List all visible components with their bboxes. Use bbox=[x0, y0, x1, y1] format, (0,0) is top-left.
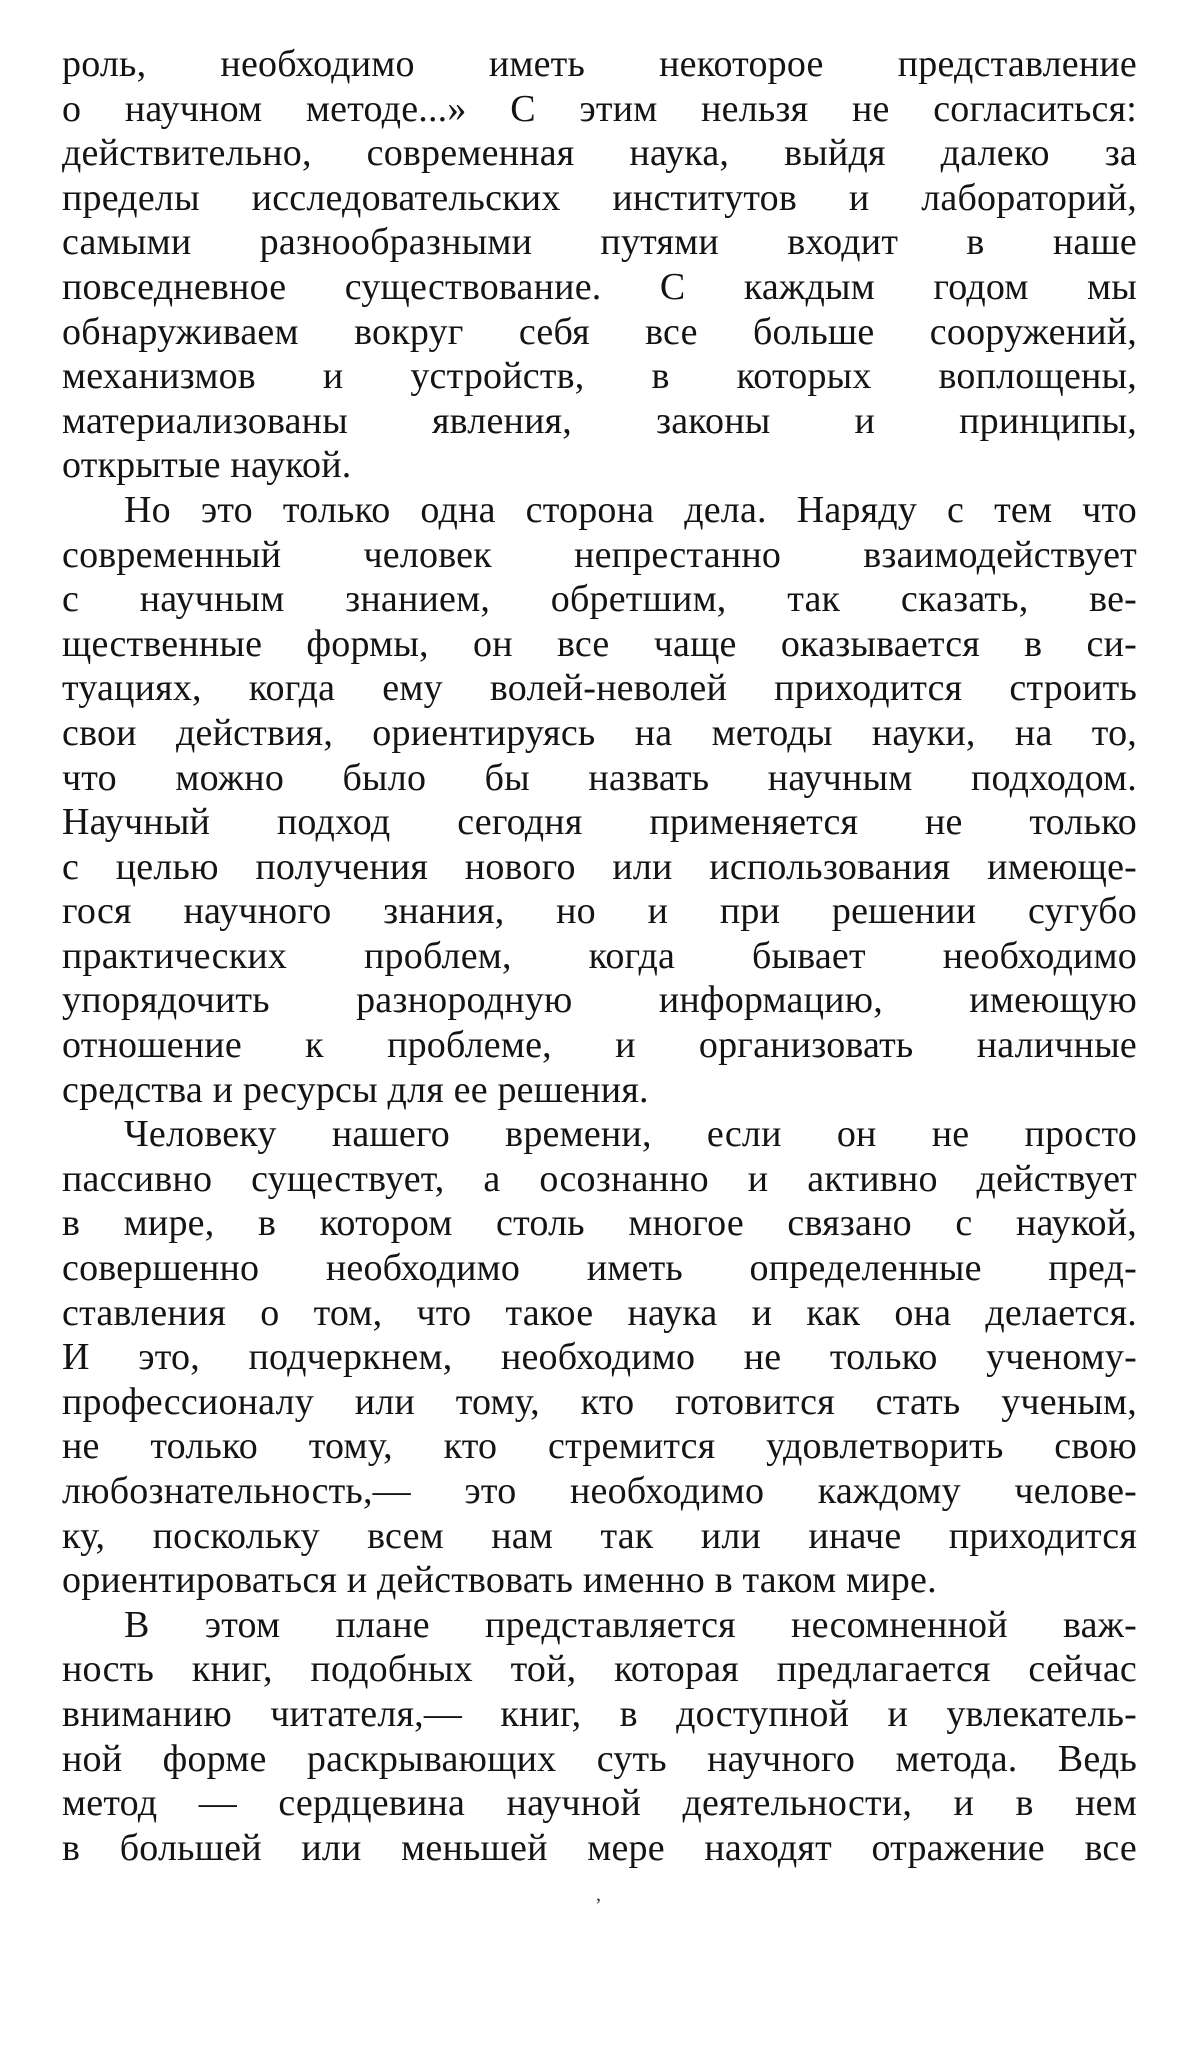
text-line: вниманию читателя,— книг, в доступной и увлекатель- bbox=[62, 1692, 1137, 1735]
text-line: с научным знанием, обретшим, так сказать, ве- bbox=[62, 578, 1137, 621]
text-line: ставления о том, что такое наука и как она делается. bbox=[62, 1291, 1137, 1334]
text-line: ориентироваться и действовать именно в таком мире. bbox=[62, 1559, 937, 1602]
paragraph-4 bbox=[62, 1603, 1137, 1871]
text-line: любознательность,— это необходимо каждому челове- bbox=[62, 1470, 1137, 1512]
text-line: профессионалу или тому, кто готовится стать ученым, bbox=[62, 1380, 1137, 1423]
text-line: упорядочить разнородную информацию, имеющую bbox=[62, 979, 1137, 1022]
paragraph-2 bbox=[62, 488, 1137, 1112]
text-line: роль, необходимо иметь некоторое представление bbox=[62, 43, 1137, 85]
text-line: действительно, современная наука, выйдя далеко за bbox=[62, 132, 1137, 175]
text-line: самыми разнообразными путями входит в наше bbox=[62, 221, 1137, 264]
text-line: пассивно существует, а осознанно и активно действует bbox=[62, 1157, 1137, 1200]
text-line: Человеку нашего времени, если он не просто bbox=[124, 1113, 1137, 1156]
paragraph-3 bbox=[62, 1112, 1137, 1603]
text-line: обнаруживаем вокруг себя все больше сооружений, bbox=[62, 310, 1137, 353]
text-line: гося научного знания, но и при решении сугубо bbox=[62, 890, 1137, 933]
text-line: что можно было бы назвать научным подходом. bbox=[62, 756, 1137, 799]
text-line: туациях, когда ему волей-неволей приходится строить bbox=[62, 667, 1137, 710]
text-line: средства и ресурсы для ее решения. bbox=[62, 1068, 649, 1111]
body-text bbox=[62, 42, 1137, 1870]
text-line: Но это только одна сторона дела. Наряду с тем что bbox=[124, 488, 1137, 531]
text-line: современный человек непрестанно взаимодействует bbox=[62, 533, 1137, 576]
text-line: пределы исследовательских институтов и лабораторий, bbox=[62, 176, 1137, 219]
text-line: Научный подход сегодня применяется не только bbox=[62, 801, 1137, 844]
text-line: отношение к проблеме, и организовать наличные bbox=[62, 1024, 1137, 1067]
text-line: ной форме раскрывающих суть научного метода. Ведь bbox=[62, 1737, 1137, 1780]
text-line: ку, поскольку всем нам так или иначе приходится bbox=[62, 1514, 1137, 1557]
text-line: материализованы явления, законы и принципы, bbox=[62, 399, 1137, 442]
text-line: в мире, в котором столь многое связано с наукой, bbox=[62, 1202, 1137, 1245]
text-line: не только тому, кто стремится удовлетворить свою bbox=[62, 1425, 1137, 1468]
text-line: щественные формы, он все чаще оказывается в си- bbox=[62, 622, 1137, 665]
text-line: механизмов и устройств, в которых воплощены, bbox=[62, 355, 1137, 398]
text-line: о научном методе...» С этим нельзя не согласиться: bbox=[62, 87, 1137, 130]
text-line: с целью получения нового или использования имеюще- bbox=[62, 845, 1137, 888]
text-line: метод — сердцевина научной деятельности, и в нем bbox=[62, 1782, 1137, 1825]
text-line: свои действия, ориентируясь на методы науки, на то, bbox=[62, 711, 1137, 754]
footer-mark: ʼ bbox=[595, 1895, 602, 1917]
paragraph-1 bbox=[62, 42, 1137, 488]
text-line: И это, подчеркнем, необходимо не только ученому- bbox=[62, 1336, 1137, 1379]
text-line: совершенно необходимо иметь определенные пред- bbox=[62, 1247, 1137, 1290]
text-line: В этом плане представляется несомненной важ- bbox=[124, 1603, 1137, 1646]
text-line: в большей или меньшей мере находят отражение все bbox=[62, 1826, 1137, 1869]
text-line: практических проблем, когда бывает необходимо bbox=[62, 934, 1137, 977]
text-line: ность книг, подобных той, которая предлагается сейчас bbox=[62, 1648, 1137, 1691]
text-line: повседневное существование. С каждым годом мы bbox=[62, 265, 1137, 308]
text-line: открытые наукой. bbox=[62, 444, 352, 487]
